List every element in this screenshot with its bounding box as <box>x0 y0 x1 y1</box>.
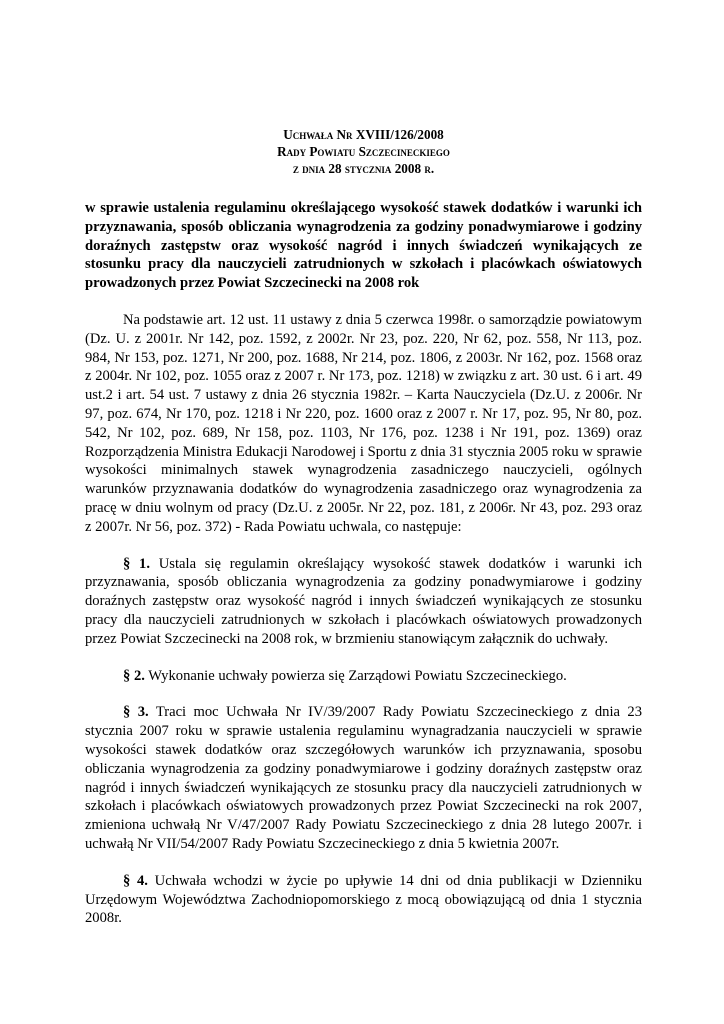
section-4-text: Uchwała wchodzi w życie po upływie 14 dni od dnia publikacji w Dzienniku Urzędowym Województwa Zachodniopomorskiego z mocą obowiązującą od dnia 1 stycznia 2008r. <box>85 872 643 927</box>
section-4-number: § 4. <box>123 872 148 889</box>
resolution-subject: w sprawie ustalenia regulaminu określającego wysokość stawek dodatków i warunki ich przyznawania, sposób obliczania wynagrodzenia za godziny ponadwymiarowe i godziny doraźnych zastępstw oraz wysokość nagród i innych świadczeń wynikających ze stosunku pracy dla nauczycieli zatrudnionych w szkołach i placówkach oświatowych prowadzonych przez Powiat Szczecinecki na 2008 rok <box>85 200 642 292</box>
section-2-number: § 2. <box>123 667 145 684</box>
legal-basis-paragraph: Na podstawie art. 12 ust. 11 ustawy z dnia 5 czerwca 1998r. o samorządzie powiatowym (Dz. U. z 2001r. Nr 142, poz. 1592, z 2002r. Nr 23, poz. 220, Nr 62, poz. 558, Nr 113, poz. 984, Nr 153, poz. 1271, Nr 200, poz. 1688, Nr 214, poz. 1806, z 2003r. Nr 162, poz. 1568 oraz z 2004r. Nr 102, poz. 1055 oraz z 2007 r. Nr 173, poz. 1218) w związku z art. 30 ust. 6 i art. 49 ust.2 i art. 54 ust. 7 ustawy z dnia 26 stycznia 1982r. – Karta Nauczyciela (Dz.U. z 2006r. Nr 97, poz. 674, Nr 170, poz. 1218 i Nr 220, poz. 1600 oraz z 2007 r. Nr 17, poz. 95, Nr 80, poz. 542, Nr 102, poz. 689, Nr 158, poz. 1103, Nr 176, poz. 1238 i Nr 191, poz. 1369) oraz Rozporządzenia Ministra Edukacji Narodowej i Sportu z dnia 31 stycznia 2005 roku w sprawie wysokości minimalnych stawek wynagrodzenia zasadniczego nauczycieli, ogólnych warunków przyznawania dodatków do wynagrodzenia zasadniczego oraz wynagrodzenia za pracę w dniu wolnym od pracy (Dz.U. z 2005r. Nr 22, poz. 181, z 2006r. Nr 43, poz. 293 oraz z 2007r. Nr 56, poz. 372) - Rada Powiatu uchwala, co następuje: <box>85 311 642 535</box>
document-page <box>85 126 642 928</box>
section-3 <box>85 703 642 853</box>
section-2-text: Wykonanie uchwały powierza się Zarządowi Powiatu Szczecineckiego. <box>148 667 567 684</box>
section-2 <box>85 667 642 686</box>
resolution-number: Uchwała Nr XVIII/126/2008 <box>283 127 444 142</box>
section-4 <box>85 872 642 928</box>
resolution-date: z dnia 28 stycznia 2008 r. <box>292 161 435 176</box>
section-1 <box>85 555 642 649</box>
council-name: Rady Powiatu Szczecineckiego <box>277 144 450 159</box>
section-1-number: § 1. <box>123 555 150 572</box>
section-1-text: Ustala się regulamin określający wysokość stawek dodatków i warunki ich przyznawania, sposób obliczania wynagrodzenia za godziny ponadwymiarowe i godziny doraźnych zastępstw oraz wysokość nagród i innych świadczeń wynikających ze stosunku pracy dla nauczycieli zatrudnionych w szkołach i placówkach oświatowych prowadzonych przez Powiat Szczecinecki na 2008 rok, w brzmieniu stanowiącym załącznik do uchwały. <box>85 555 643 647</box>
resolution-header <box>85 126 642 177</box>
section-3-number: § 3. <box>123 704 149 721</box>
section-3-text: Traci moc Uchwała Nr IV/39/2007 Rady Powiatu Szczecineckiego z dnia 23 stycznia 2007 roku w sprawie ustalenia regulaminu wynagradzania nauczycieli w sprawie wysokości stawek dodatków oraz szczegółowych warunków ich przyznawania, sposobu obliczania wynagrodzenia za godziny ponadwymiarowe i godziny doraźnych zastępstw oraz nagród i innych świadczeń wynikających ze stosunku pracy dla nauczycieli zatrudnionych w szkołach i placówkach oświatowych prowadzonych przez Powiat Szczecinecki na rok 2007, zmieniona uchwałą Nr V/47/2007 Rady Powiatu Szczecineckiego z dnia 28 lutego 2007r. i uchwałą Nr VII/54/2007 Rady Powiatu Szczecineckiego z dnia 5 kwietnia 2007r. <box>85 704 642 852</box>
